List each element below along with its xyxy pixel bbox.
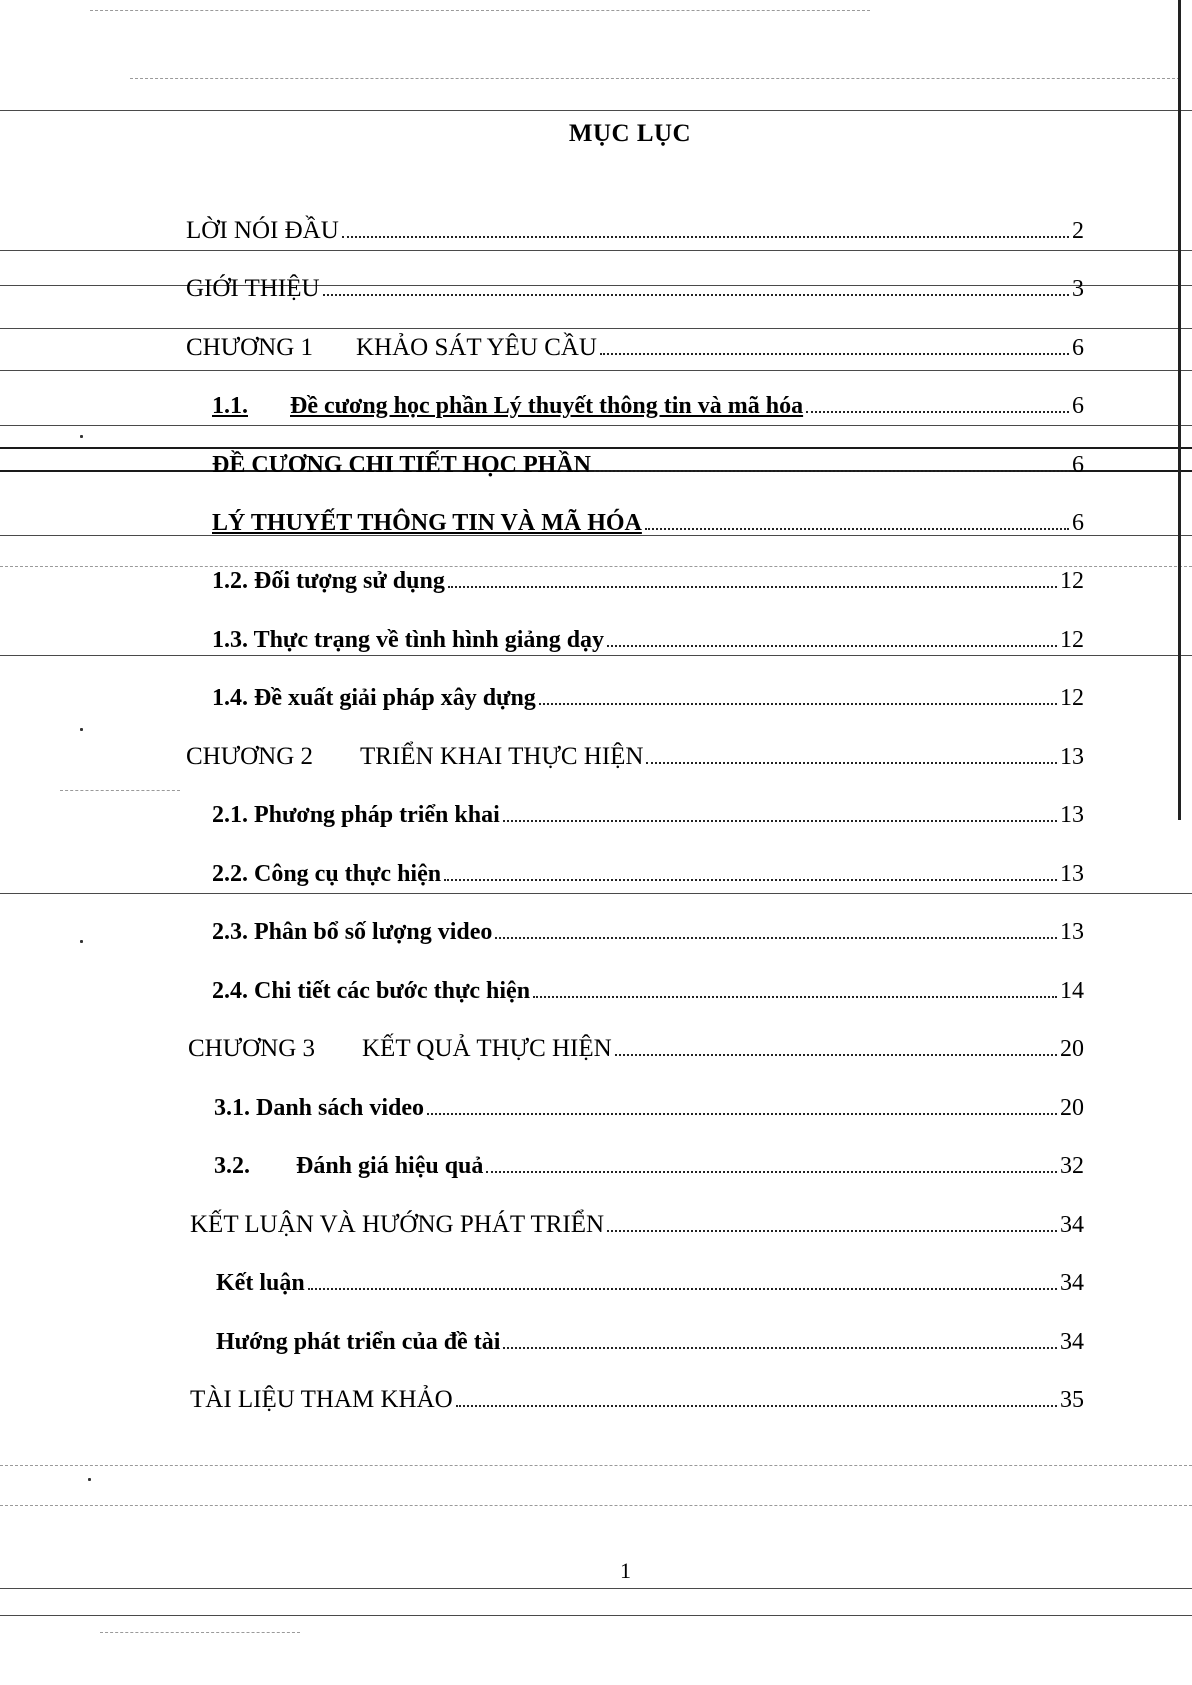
scan-artifact-line — [100, 1632, 300, 1633]
scan-artifact-line — [130, 78, 1180, 79]
toc-entry[interactable] — [186, 216, 1084, 246]
toc-entry-text: KẾT QUẢ THỰC HIỆN — [362, 1035, 612, 1062]
toc-entry-page: 13 — [1060, 919, 1084, 945]
toc-entry-page: 2 — [1072, 218, 1084, 244]
toc-leader — [444, 879, 1057, 881]
toc-leader — [646, 762, 1057, 764]
toc-entry-page: 6 — [1072, 510, 1084, 536]
scan-artifact-speck — [80, 435, 83, 438]
toc-entry-label: 1.3. Thực trạng về tình hình giảng dạy — [212, 627, 605, 653]
scan-artifact-speck — [80, 728, 83, 731]
toc-entry-page: 6 — [1072, 452, 1084, 478]
toc-leader — [615, 1054, 1057, 1056]
toc-entry-label: GIỚI THIỆU — [186, 275, 320, 302]
toc-leader — [448, 586, 1057, 588]
toc-entry[interactable] — [212, 800, 1084, 830]
toc-leader — [594, 470, 1069, 472]
toc-leader — [806, 411, 1069, 413]
toc-entry-label: 2.2. Công cụ thực hiện — [212, 861, 442, 887]
toc-entry-page: 13 — [1060, 861, 1084, 887]
scan-artifact-line — [0, 1615, 1192, 1616]
toc-entry-label: 2.4. Chi tiết các bước thực hiện — [212, 978, 531, 1004]
toc-entry-page: 12 — [1060, 627, 1084, 653]
toc-entry-label — [186, 742, 643, 772]
scan-artifact-line — [0, 447, 1192, 449]
toc-entry-page: 6 — [1072, 393, 1084, 419]
toc-leader — [456, 1405, 1057, 1407]
toc-leader — [607, 645, 1057, 647]
toc-entry[interactable] — [212, 566, 1084, 596]
toc-entry-label: Hướng phát triển của đề tài — [216, 1329, 501, 1355]
toc-leader — [645, 528, 1069, 530]
scan-artifact-line — [0, 1505, 1192, 1506]
toc-entry-label — [212, 391, 803, 421]
toc-entry-page: 6 — [1072, 335, 1084, 361]
toc-entry-label — [186, 333, 597, 363]
toc-entry-number: CHƯƠNG 3 — [188, 1035, 316, 1062]
toc-entry-page: 12 — [1060, 568, 1084, 594]
toc-leader — [495, 937, 1057, 939]
scan-artifact-line — [0, 110, 1192, 111]
toc-entry-page: 13 — [1060, 744, 1084, 770]
toc-entry[interactable] — [212, 625, 1084, 655]
scan-artifact-speck — [80, 940, 83, 943]
toc-entry-label: KẾT LUẬN VÀ HƯỚNG PHÁT TRIỂN — [190, 1211, 605, 1238]
toc-entry-label: 2.3. Phân bổ số lượng video — [212, 919, 493, 945]
toc-entry[interactable] — [212, 683, 1084, 713]
toc-entry-label: 1.4. Đề xuất giải pháp xây dựng — [212, 685, 536, 711]
toc-entry-page: 34 — [1060, 1212, 1084, 1238]
toc-leader — [308, 1288, 1057, 1290]
toc-entry[interactable] — [212, 508, 1084, 538]
toc-entry-label: Kết luận — [216, 1270, 305, 1296]
toc-entry[interactable] — [216, 1268, 1084, 1298]
scan-artifact-line — [0, 425, 1192, 426]
scan-artifact-speck — [88, 1478, 91, 1481]
toc-leader — [607, 1230, 1057, 1232]
toc-entry-label: LÝ THUYẾT THÔNG TIN VÀ MÃ HÓA — [212, 510, 642, 536]
toc-entry[interactable] — [214, 1151, 1084, 1181]
toc-leader — [342, 236, 1069, 238]
toc-entry-label — [214, 1151, 483, 1181]
toc-entry-page: 12 — [1060, 685, 1084, 711]
scan-artifact-line — [0, 655, 1192, 656]
toc-entry-label: ĐỀ CƯƠNG CHI TIẾT HỌC PHẦN — [212, 452, 591, 478]
toc-entry-page: 35 — [1060, 1387, 1084, 1413]
scan-artifact-line — [0, 893, 1192, 894]
toc-entry-number: 1.1. — [212, 393, 248, 419]
toc-entry-text: KHẢO SÁT YÊU CẦU — [356, 334, 597, 361]
toc-title: MỤC LỤC — [568, 120, 692, 147]
scan-artifact-line — [0, 328, 1192, 329]
toc-entry-page: 34 — [1060, 1329, 1084, 1355]
toc-entry[interactable] — [214, 1093, 1084, 1123]
toc-leader — [486, 1171, 1057, 1173]
scan-artifact-line — [0, 370, 1192, 371]
toc-leader — [503, 820, 1057, 822]
toc-entry-page: 14 — [1060, 978, 1084, 1004]
toc-entry-number: CHƯƠNG 1 — [186, 334, 314, 361]
toc-entry-number: 3.2. — [214, 1153, 250, 1179]
toc-entry[interactable] — [190, 1210, 1084, 1240]
toc-entry[interactable] — [190, 1385, 1084, 1415]
toc-leader — [323, 294, 1069, 296]
scan-artifact-line — [0, 1588, 1192, 1589]
toc-entry[interactable] — [212, 917, 1084, 947]
toc-entry-label: TÀI LIỆU THAM KHẢO — [190, 1386, 453, 1413]
toc-entry[interactable] — [212, 859, 1084, 889]
toc-entry-page: 32 — [1060, 1153, 1084, 1179]
toc-leader — [600, 353, 1069, 355]
toc-entry-page: 3 — [1072, 276, 1084, 302]
toc-leader — [503, 1347, 1057, 1349]
toc-entry-label: 3.1. Danh sách video — [214, 1095, 425, 1121]
scan-artifact-line — [90, 10, 870, 11]
toc-entry[interactable] — [212, 391, 1084, 421]
toc-entry[interactable] — [212, 450, 1084, 480]
toc-entry-page: 20 — [1060, 1036, 1084, 1062]
toc-entry-text: Đánh giá hiệu quả — [296, 1153, 484, 1179]
scan-artifact-line — [60, 790, 180, 791]
toc-leader — [539, 703, 1057, 705]
toc-entry[interactable] — [212, 976, 1084, 1006]
scan-artifact-line — [0, 250, 1192, 251]
toc-entry-label: 1.2. Đối tượng sử dụng — [212, 568, 445, 594]
scan-artifact-line — [0, 1465, 1192, 1466]
toc-entry-text: TRIỂN KHAI THỰC HIỆN — [360, 743, 644, 770]
toc-entry-text: Đề cương học phần Lý thuyết thông tin và mã hóa — [290, 393, 804, 419]
toc-entry-page: 34 — [1060, 1270, 1084, 1296]
toc-entry-label — [188, 1034, 612, 1064]
toc-leader — [427, 1113, 1057, 1115]
toc-entry-page: 13 — [1060, 802, 1084, 828]
toc-entry[interactable] — [186, 333, 1084, 363]
toc-entry-number: CHƯƠNG 2 — [186, 743, 314, 770]
toc-entry[interactable] — [188, 1034, 1084, 1064]
toc-entry[interactable] — [186, 274, 1084, 304]
page-number: 1 — [620, 1558, 631, 1583]
toc-entry-label: LỜI NÓI ĐẦU — [186, 217, 339, 244]
toc-entry[interactable] — [186, 742, 1084, 772]
toc-entry[interactable] — [216, 1327, 1084, 1357]
toc-leader — [533, 996, 1057, 998]
toc-entry-label: 2.1. Phương pháp triển khai — [212, 802, 500, 828]
toc-entry-page: 20 — [1060, 1095, 1084, 1121]
